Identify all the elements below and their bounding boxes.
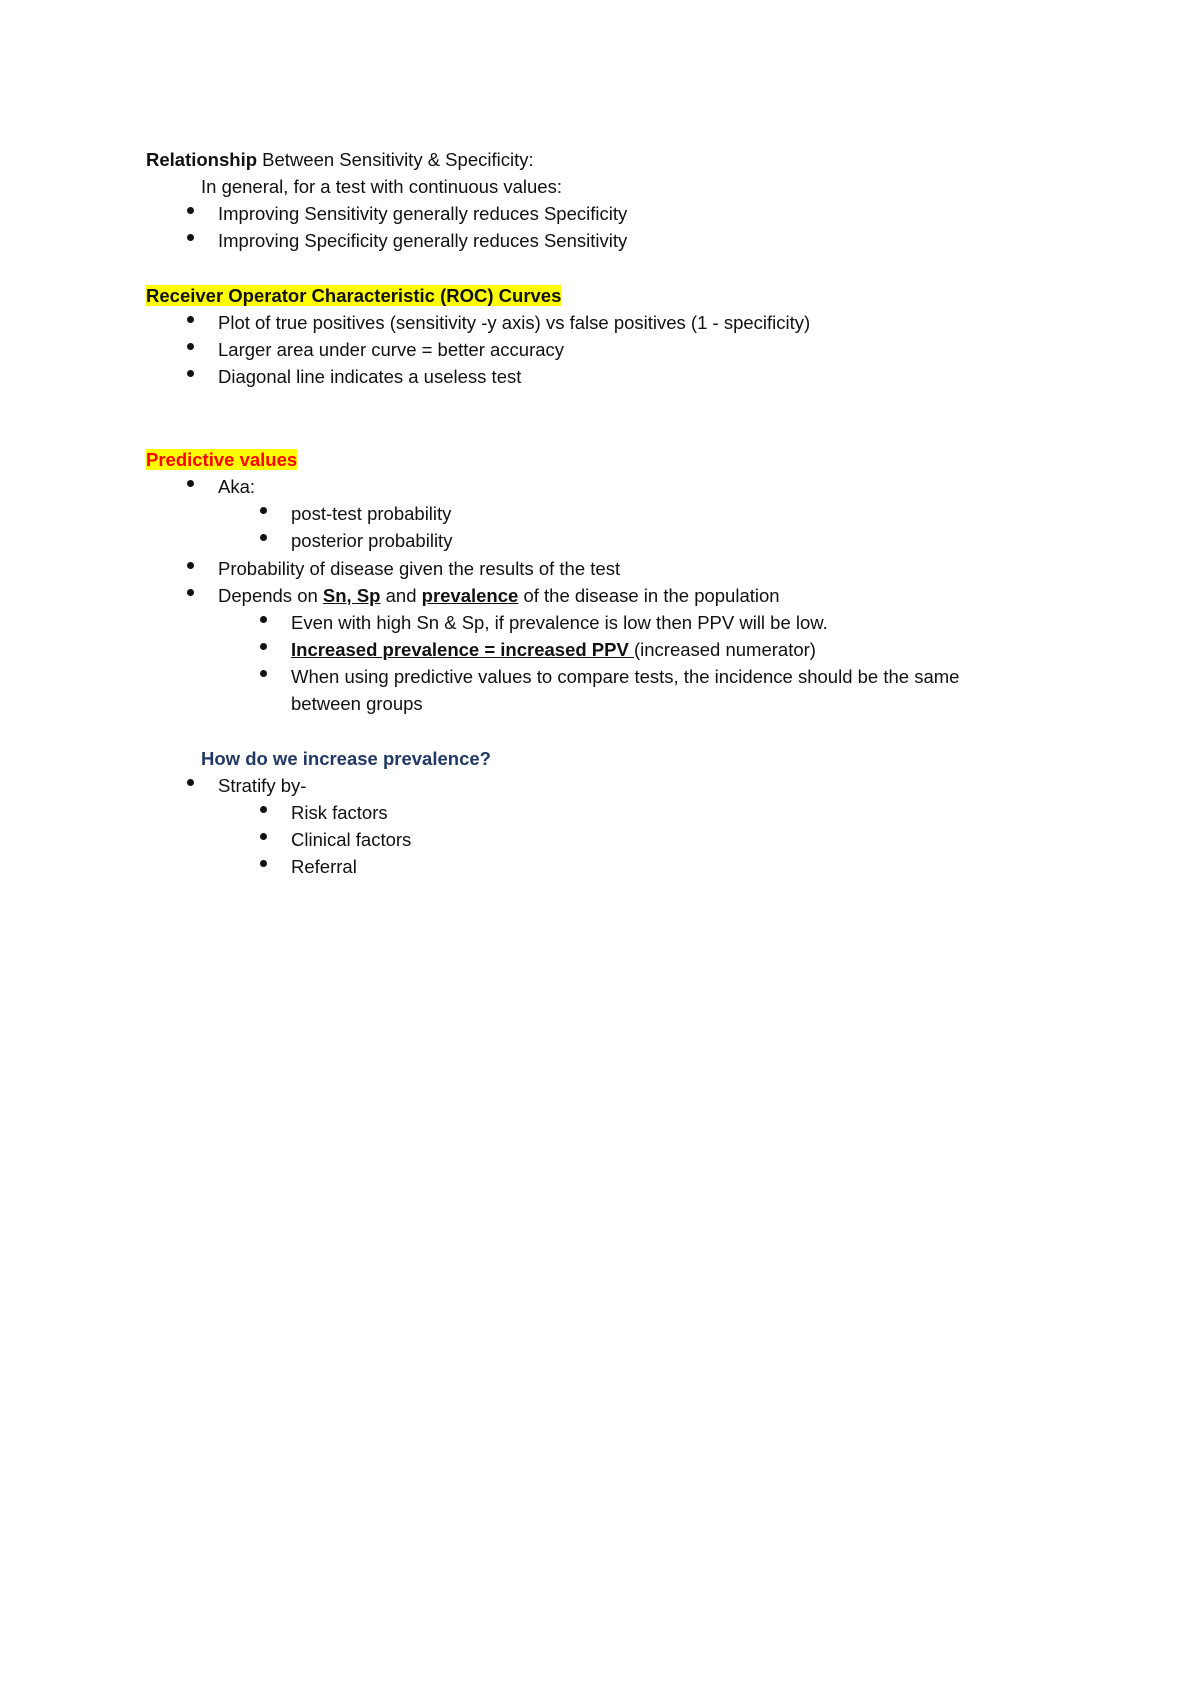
section-roc-title [146, 284, 561, 308]
depends-post: of the disease in the population [518, 585, 780, 606]
sn-sp-term: Sn, Sp [322, 585, 381, 606]
bullet-icon [187, 370, 194, 377]
relationship-bullet-1: Improving Sensitivity generally reduces Specificity [218, 203, 628, 224]
bullet-icon [187, 480, 194, 487]
relationship-bold: Relationship [146, 149, 258, 170]
bullet-icon [260, 643, 267, 650]
depends-and: and [380, 585, 422, 606]
bullet-icon [187, 779, 194, 786]
bullet-icon [187, 589, 194, 596]
relationship-bullet-2: Improving Specificity generally reduces Sensitivity [218, 230, 628, 251]
increased-line [291, 638, 816, 662]
aka-item-2: posterior probability [291, 530, 453, 551]
stratify-line: Stratify by- [218, 775, 307, 796]
bullet-icon [260, 806, 267, 813]
predictive-title-highlight: Predictive values [146, 449, 298, 470]
relationship-rest: Between Sensitivity & Specificity: [257, 149, 534, 170]
bullet-icon [187, 316, 194, 323]
bullet-icon [260, 534, 267, 541]
stratify-item-1: Risk factors [291, 802, 388, 823]
stratify-item-2: Clinical factors [291, 829, 412, 850]
even-line: Even with high Sn & Sp, if prevalence is low then PPV will be low. [291, 612, 828, 633]
bullet-icon [187, 207, 194, 214]
section-relationship-title [146, 148, 534, 172]
when-line-1: When using predictive values to compare tests, the incidence should be the same [291, 666, 960, 687]
bullet-icon [187, 562, 194, 569]
section-increase-prevalence-title: How do we increase prevalence? [201, 748, 491, 769]
increased-bold: Increased prevalence = increased PPV [291, 639, 634, 660]
aka-item-1: post-test probability [291, 503, 452, 524]
roc-bullet-1: Plot of true positives (sensitivity -y axis) vs false positives (1 - specificity) [218, 312, 811, 333]
roc-bullet-3: Diagonal line indicates a useless test [218, 366, 522, 387]
section-predictive-title [146, 448, 297, 472]
depends-line [218, 584, 780, 608]
roc-title-highlight: Receiver Operator Characteristic (ROC) Curves [146, 285, 562, 306]
bullet-icon [187, 234, 194, 241]
aka-label: Aka: [218, 476, 256, 497]
bullet-icon [260, 616, 267, 623]
when-line-2: between groups [291, 693, 423, 714]
relationship-intro: In general, for a test with continuous values: [201, 176, 562, 197]
probability-line: Probability of disease given the results of the test [218, 558, 621, 579]
bullet-icon [260, 507, 267, 514]
bullet-icon [260, 670, 267, 677]
prevalence-term: prevalence [421, 585, 519, 606]
bullet-icon [187, 343, 194, 350]
stratify-item-3: Referral [291, 856, 357, 877]
bullet-icon [260, 833, 267, 840]
roc-bullet-2: Larger area under curve = better accuracy [218, 339, 565, 360]
depends-pre: Depends on [218, 585, 323, 606]
increased-rest: (increased numerator) [633, 639, 816, 660]
bullet-icon [260, 860, 267, 867]
